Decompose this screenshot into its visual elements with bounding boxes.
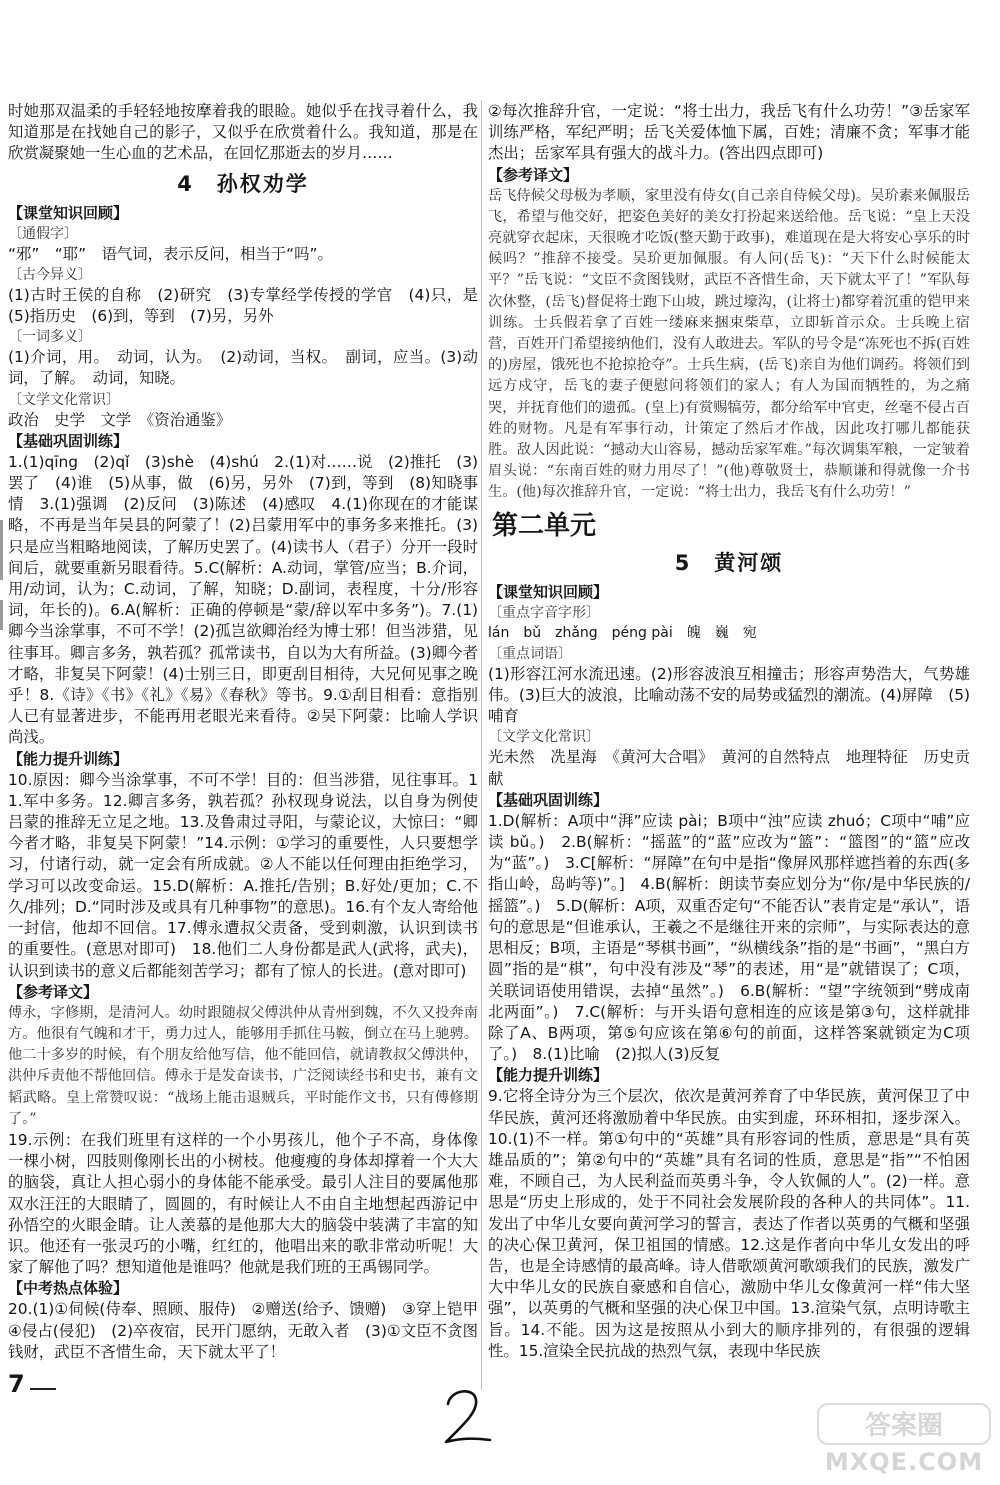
answer-text: 20.(1)①伺候(侍奉、照顾、服侍) ②赠送(给予、馈赠) ③穿上铠甲 ④侵占(侵犯) (2)卒夜宿，民开门愿纳，无敢入者 (3)①文臣不贪图钱财，武臣不吝惜生命，天下就太平了！ <box>8 1300 478 1361</box>
section-heading: 【中考热点体验】 <box>8 1279 129 1298</box>
section-heading: 【基础巩固训练】 <box>8 431 129 450</box>
lesson-title: 5 黄河颂 <box>674 550 784 575</box>
subsection-heading: 〔重点字音字形〕 <box>488 604 600 621</box>
subsection-heading: 〔一词多义〕 <box>8 329 92 346</box>
watermark-logo-text: 答案圈 <box>864 1411 944 1441</box>
translation-text: 岳飞侍候父母极为孝顺，家里没有侍女(自己亲自侍候父母)。吴玠素来佩服岳飞，希望与他交好，把姿色美好的美女打扮起来送给他。岳飞说：“皇上天没亮就穿衣起床，天很晚才吃饭(整天勤于政事)，难道现在是大将安心享乐的时候吗？”推辞不接受。吴玠更加佩服。有人问(岳飞)：“天下什么时候能太平？”岳飞说：“文臣不贪图钱财，武臣不吝惜生命，天下就太平了！”军队每次休整，(岳飞)督促将士跑下山坡，跳过壕沟，(让将士)都穿着沉重的铠甲来训练。士兵假若拿了百姓一缕麻来捆束柴草，立即斩首示众。士兵晚上宿营，百姓开门希望接纳他们，没有人敢进去。军队的号令是“冻死也不拆(百姓的)房屋，饿死也不抢掠抢夺”。士兵生病，(岳飞)亲自为他们调药。将领们到远方戍守，岳飞的妻子便慰问将领们的家人；有人为国而牺牲的，为之痛哭，并抚育他们的遗孤。(皇上)有赏赐犒劳，都分给军中官吏，丝毫不侵占百姓的财物。凡是有军事行动，计策定了然后才作战，因此攻打哪儿都能获胜。敌人因此说：“撼动大山容易，撼动岳家军难。”每次调集军粮，一定皱着眉头说：“东南百姓的财力用尽了！”(他)尊敬贤士，恭顺谦和得就像一介书生。(他)每次推辞升官，一定说：“将士出力，我岳飞有什么功劳！” <box>488 187 970 501</box>
handwritten-mark <box>436 1382 496 1456</box>
section-heading: 【课堂知识回顾】 <box>488 582 609 601</box>
watermark-logo <box>814 1400 994 1448</box>
handwritten-two-icon <box>436 1382 496 1452</box>
section-heading: 【能力提升训练】 <box>8 749 129 768</box>
lesson-title: 4 孙权劝学 <box>177 171 309 196</box>
answer-text: 19.示例：在我们班里有这样的一个小男孩儿，他个子不高，身体像一棵小树，四肢则像刚长出的小树枝。他瘦瘦的身体却撑着一个大大的脑袋，真让人担心弱小的身体能不能承受。最引人注目的要属他那双水汪汪的大眼睛了，圆圆的，有时候让人不由自主地想起西游记中孙悟空的火眼金睛。让人羡慕的是他那大大的脑袋中装满了丰富的知识。他还有一张灵巧的小嘴，红红的，他唱出来的歌非常动听呢！大家了解他了吗？想知道他是谁吗？他就是我们班的王禹锡同学。 <box>8 1130 478 1277</box>
answer-text: 政治 史学 文学 《资治通鉴》 <box>8 410 232 429</box>
section-heading: 【参考译文】 <box>488 165 579 184</box>
scan-edge-mark <box>0 520 3 580</box>
section-heading: 【参考译文】 <box>8 982 99 1001</box>
watermark <box>814 1400 994 1478</box>
essay-ending: 时她那双温柔的手轻轻地按摩着我的眼睑。她似乎在找寻着什么，我知道那是在找她自己的影子，又似乎在欣赏着什么。我知道，那是在欣赏凝聚她一生心血的艺术品，在回忆那逝去的岁月…… <box>8 102 478 163</box>
answer-text: ②每次推辞升官，一定说：“将士出力，我岳飞有什么功劳！”③岳家军训练严格，军纪严明；岳飞关爱体恤下属，百姓；清廉不贪；军事才能杰出；岳家军具有强大的战斗力。(答出四点即可) <box>488 102 970 163</box>
scan-edge-mark <box>0 600 3 630</box>
subsection-heading: 〔通假字〕 <box>8 225 78 242</box>
section-heading: 【基础巩固训练】 <box>488 790 609 809</box>
column-divider <box>481 100 482 1390</box>
left-column <box>8 101 478 1391</box>
answer-text: lán bǔ zhǎng péng pài 魄 巍 宛 <box>488 624 757 641</box>
answer-text: 1.(1)qīng (2)qǐ (3)shè (4)shú 2.(1)对……说 (2)推托 (3)罢了 (4)谁 (5)从事，做 (6)另，另外 (7)到，等到 (8)知晓事情 3.(1)强调 (2)反问 (3)陈述 (4)感叹 4.(1)你现在的才能谋略，不再是当年吴县的阿蒙了！(2)吕蒙用军中的事务多来推托。(3)只是应当粗略地阅读，了解历史罢了。(4)读书人（君子）分开一段时间后，就要重新另眼看待。5.C(解析：A.动词，掌管/应当；B.介词，用/动词，认为；C.动词，了解，知晓；D.副词，表程度，十分/形容词，年长的)。6.A(解析：正确的停顿是“蒙/辞以军中多务”)。7.(1)卿今当涂掌事，不可不学！(2)孤岂欲卿治经为博士邪！但当涉猎，见往事耳。卿言多务，孰若孤？孤常读书，自以为大有所益。(3)卿今者才略，非复吴下阿蒙！(4)士别三日，即更刮目相待，大兄何见事之晚乎！8.《诗》《书》《礼》《易》《春秋》等书。9.①刮目相看：意指别人已有显著进步，不能再用老眼光来看待。②吴下阿蒙：比喻人学识尚浅。 <box>8 452 478 747</box>
answer-text: 1.D(解析：A项中“湃”应读 pài；B项中“浊”应读 zhuó；C项中“哺”应读 bǔ。) 2.B(解析：“摇蓝”的“蓝”应改为“篮”：“篮图”的“篮”应改为“蓝”。) 3.C[解析：“屏障”在句中是指“像屏风那样遮挡着的东西(多指山岭，岛屿等)”。] 4.B(解析：朗读节奏应划分为“你/是中华民族的/摇篮”。) 5.D(解析：A项，双重否定句“不能否认”表肯定是“承认”，语句的意思是“但谁承认，王羲之不是继往开来的宗师”，与实际表达的意思相反；B项，主语是“琴棋书画”，“纵横线条”指的是“书画”，“黑白方圆”指的是“棋”，句中没有涉及“琴”的表述，用“是”就错误了；C项，关联词语使用错误，去掉“虽然”。) 6.B(解析：“望”字统领到“劈成南北两面”。) 7.C(解析：与开头语句意相连的应该是第③句，这样就排除了A、B两项，第⑤句应该在第⑥句的前面，这样答案就锁定为C项了。) 8.(1)比喻 (2)拟人(3)反复 <box>488 811 970 1064</box>
answer-text: 9.它将全诗分为三个层次，依次是黄河养育了中华民族，黄河保卫了中华民族，黄河还将激励着中华民族。由实到虚，环环相扣，逐步深入。10.(1)不一样。第①句中的“英雄”具有形容词的性质，意思是“具有英雄品质的”；第②句中的“英雄”具有名词的性质，意思是“指”“不怕困难，不顾自己，为人民利益而英勇斗争，令人钦佩的人”。(2)一样。意思是“历史上形成的，处于不同社会发展阶段的各种人的共同体”。11.发出了中华儿女要向黄河学习的誓言，表达了作者以英勇的气概和坚强的决心保卫黄河，保卫祖国的情感。12.这是作者向中华儿女发出的呼告，也是全诗感情的最高峰。诗人借歌颂黄河歌颂我们的民族，激发广大中华儿女的民族自豪感和自信心，激励中华儿女像黄河一样“伟大坚强”，以英勇的气概和坚强的决心保卫中国。13.渲染气氛，点明诗歌主旨。14.不能。因为这是按照从小到大的顺序排列的，有很强的逻辑性。15.渲染全民抗战的热烈气氛，表现中华民族 <box>488 1087 970 1360</box>
watermark-site-text: MXQE.COM <box>824 1448 984 1476</box>
answer-text: (1)介词，用。 动词，认为。 (2)动词，当权。 副词，应当。(3)动词，了解。 动词，知晓。 <box>8 348 478 388</box>
right-column <box>488 101 970 1391</box>
translation-text: 傅永，字修期，是清河人。幼时跟随叔父傅洪仲从青州到魏，不久又投奔南方。他很有气魄和才干，勇力过人，能够用手抓住马鞍，倒立在马上驰骋。他二十多岁的时候，有个朋友给他写信，他不能回信，就请教叔父傅洪仲，洪仲斥责他不帮他回信。傅永于是发奋读书，广泛阅读经书和史书，兼有文韬武略。皇上常赞叹说：“战场上能击退贼兵，平时能作文书，只有傅修期了。” <box>8 1004 478 1127</box>
subsection-heading: 〔文学文化常识〕 <box>488 729 600 746</box>
answer-text: 光未然 冼星海 《黄河大合唱》 黄河的自然特点 地理特征 历史贡献 <box>488 748 970 788</box>
page-number-rule <box>30 1388 56 1390</box>
subsection-heading: 〔重点词语〕 <box>488 645 572 662</box>
unit-title: 第二单元 <box>492 510 597 541</box>
section-heading: 【能力提升训练】 <box>488 1066 609 1085</box>
answer-text: 10.原因：卿今当涂掌事，不可不学！目的：但当涉猎，见往事耳。11.军中多务。12.卿言多务，孰若孤？孙权现身说法，以自身为例使吕蒙的推辞无立足之地。13.及鲁肃过寻阳，与蒙论议，大惊曰：“卿今者才略，非复吴下阿蒙！”14.示例：①学习的重要性，人只要想学习，付诸行动，就一定会有所成就。②人不能以任何理由拒绝学习，学习可以改变命运。15.D(解析：A.推托/告别；B.好处/更加；C.不久/排列；D.“同时涉及或具有几种事物”的意思)。16.有个友人寄给他一封信，他却不回信。17.傅永遭叔父责备，受到刺激，认识到读书的重要性。(意思对即可) 18.他们二人身份都是武人(武将，武夫)，认识到读书的意义后都能刻苦学习；都有了惊人的长进。(意对即可) <box>8 770 478 980</box>
page-number: 7 <box>8 1370 25 1398</box>
answer-text: (1)形容江河水流迅速。(2)形容波浪互相撞击；形容声势浩大，气势雄伟。(3)巨大的波浪，比喻动荡不安的局势或猛烈的潮流。(4)屏障 (5)哺育 <box>488 664 970 726</box>
section-heading: 【课堂知识回顾】 <box>8 203 129 222</box>
subsection-heading: 〔文学文化常识〕 <box>8 391 120 408</box>
answer-text: “邪” “耶” 语气词，表示反问，相当于“吗”。 <box>8 244 333 263</box>
answer-text: (1)古时王侯的自称 (2)研究 (3)专掌经学传授的学官 (4)只，是 (5)指历史 (6)到，等到 (7)另，另外 <box>8 285 478 326</box>
subsection-heading: 〔古今异义〕 <box>8 266 92 283</box>
